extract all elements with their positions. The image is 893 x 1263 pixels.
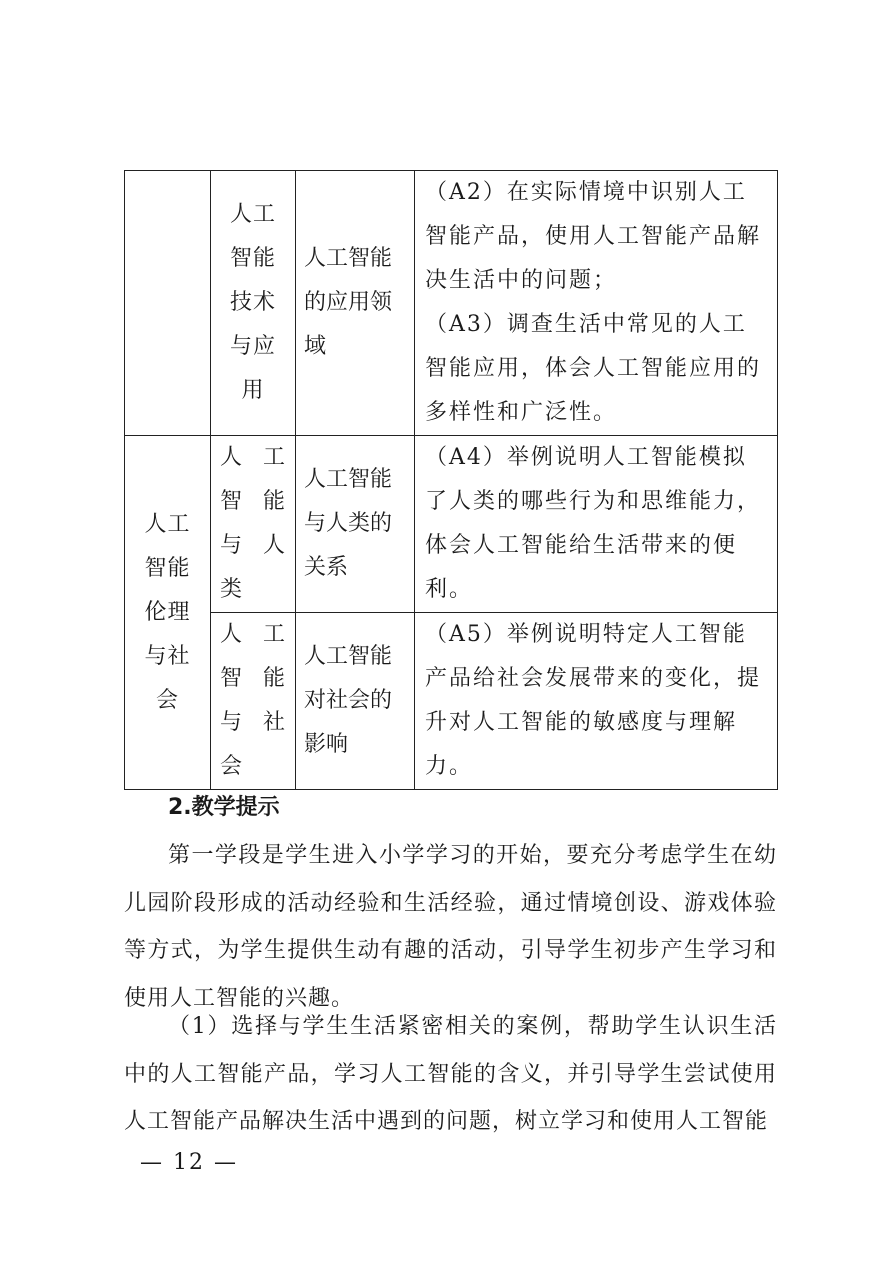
table-cell-requirement: （A4）举例说明人工智能模拟了人类的哪些行为和思维能力，体会人工智能给生活带来的便利。: [415, 436, 778, 613]
page-number: — 12 —: [140, 1150, 238, 1175]
table-row: [125, 613, 778, 790]
requirement-a3: （A3）调查生活中常见的人工智能应用，体会人工智能应用的多样性和广泛性。: [425, 312, 762, 425]
table-cell-topic: [211, 613, 296, 790]
table-cell-subtopic: 人工智能与人类的关系: [296, 436, 415, 613]
domain-text: 人工智能伦理与社会: [144, 511, 191, 713]
table-cell-requirement: （A5）举例说明特定人工智能产品给社会发展带来的变化，提升对人工智能的敏感度与理解力。: [415, 613, 778, 790]
table-cell-topic: [211, 171, 296, 436]
body-paragraph: （1）选择与学生生活紧密相关的案例，帮助学生认识生活中的人工智能产品，学习人工智能的含义，并引导学生尝试使用人工智能产品解决生活中遇到的问题，树立学习和使用人工智能: [124, 1014, 777, 1134]
topic-text: 人工智能与社会: [220, 622, 286, 779]
section-heading: 2.教学提示: [168, 795, 280, 820]
table-cell-domain: [125, 171, 211, 436]
table-cell-subtopic: 人工智能的应用领域: [296, 171, 415, 436]
table-row: [125, 436, 778, 613]
topic-text: 人工智能技术与应用: [229, 202, 276, 403]
table-cell-requirement: [415, 171, 778, 436]
body-paragraph: 第一学段是学生进入小学学习的开始，要充分考虑学生在幼儿园阶段形成的活动经验和生活经验，通过情境创设、游戏体验等方式，为学生提供生动有趣的活动，引导学生初步产生学习和使用人工智能的兴趣。: [124, 843, 777, 1011]
topic-text: 人工智能与人类: [220, 445, 286, 602]
table-cell-domain: [125, 436, 211, 790]
table-cell-topic: [211, 436, 296, 613]
table-row: [125, 171, 778, 436]
requirement-a2: （A2）在实际情境中识别人工智能产品，使用人工智能产品解决生活中的问题；: [425, 180, 762, 293]
table-cell-subtopic: 人工智能对社会的影响: [296, 613, 415, 790]
standards-table: [124, 170, 778, 790]
